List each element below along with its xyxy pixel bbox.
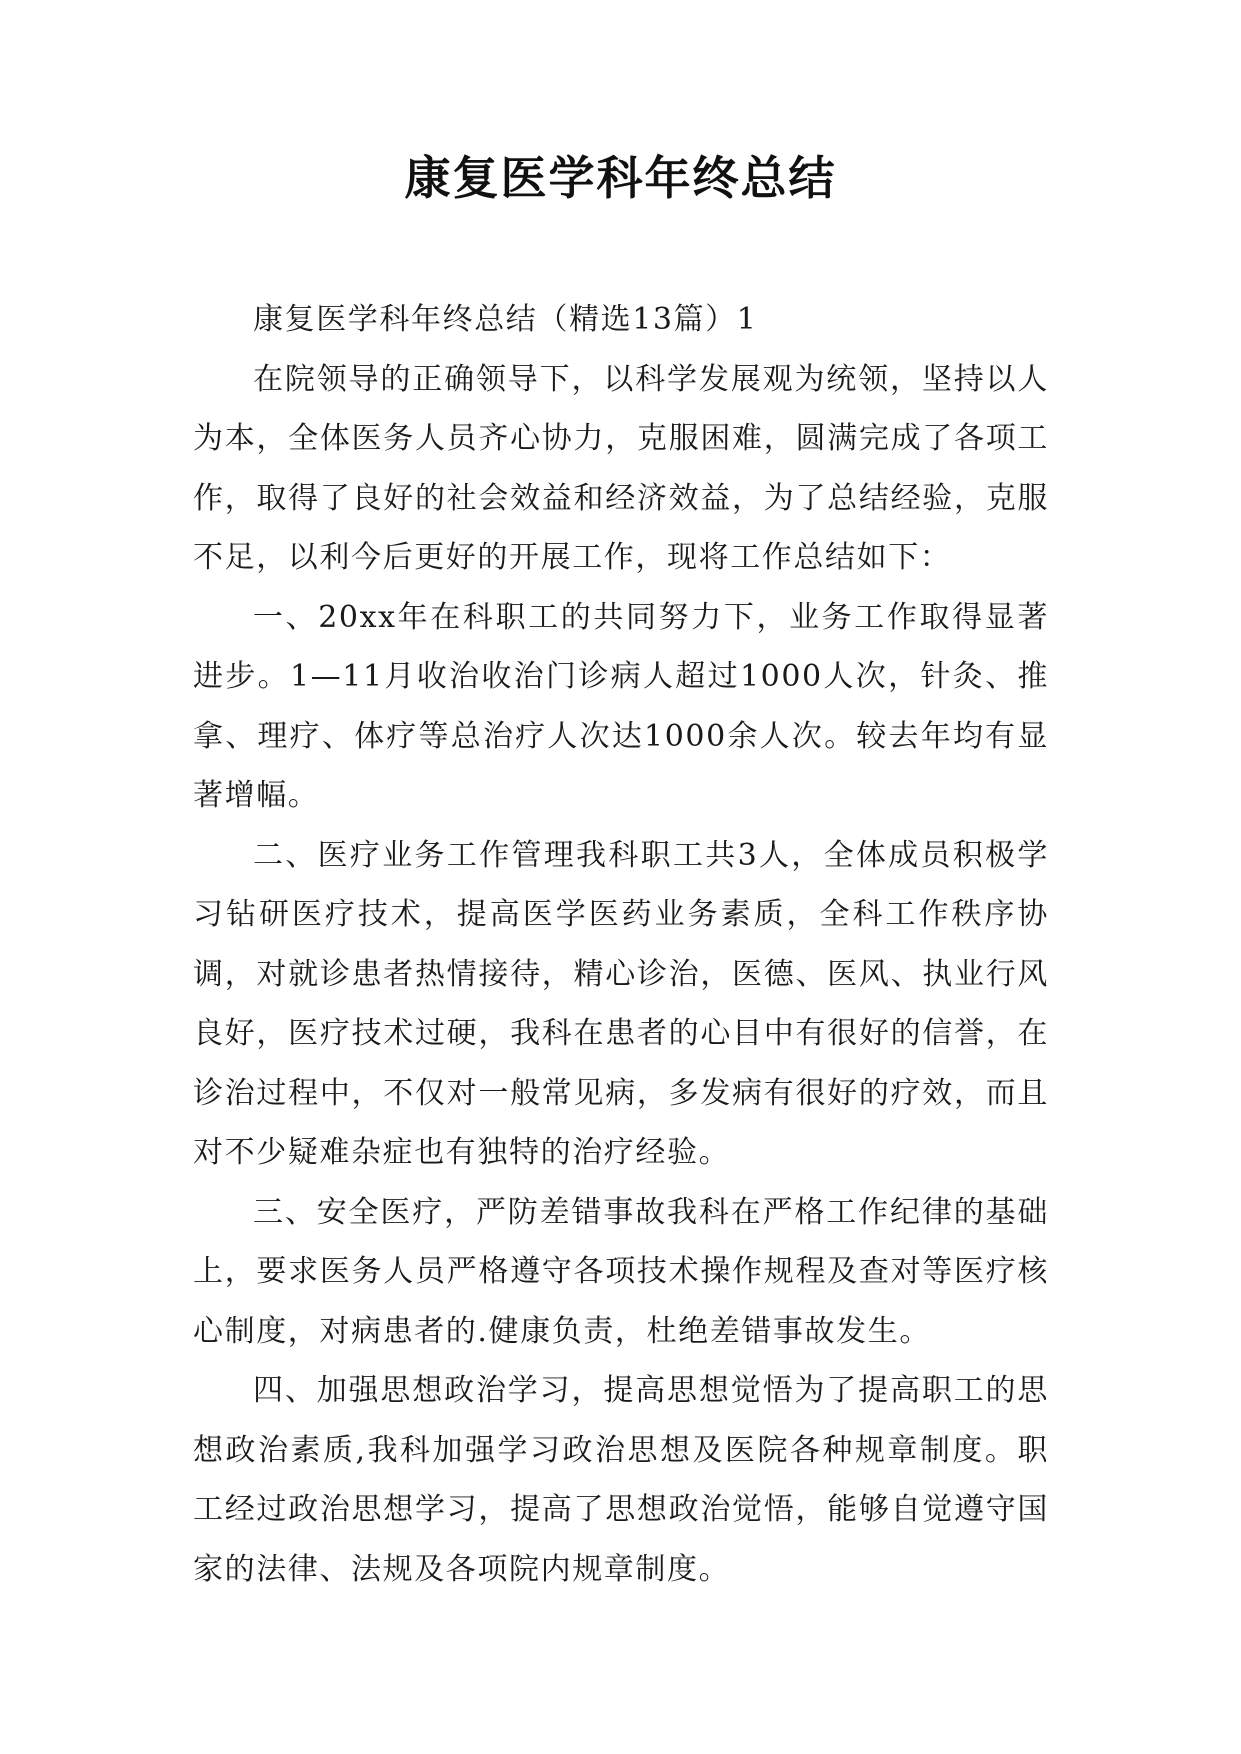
paragraph-section-3: 三、安全医疗，严防差错事故我科在严格工作纪律的基础上，要求医务人员严格遵守各项技术操作规程及查对等医疗核心制度，对病患者的.健康负责，杜绝差错事故发生。 [193, 1194, 1049, 1349]
paragraph-section-1: 一、20xx年在科职工的共同努力下，业务工作取得显著进步。1—11月收治收治门诊病人超过1000人次，针灸、推拿、理疗、体疗等总治疗人次达1000余人次。较去年均有显著增幅。 [193, 599, 1049, 813]
document-title: 康复医学科年终总结 [404, 151, 837, 205]
document-body [193, 290, 1049, 1599]
paragraph-section-4: 四、加强思想政治学习，提高思想觉悟为了提高职工的思想政治素质,我科加强学习政治思想及医院各种规章制度。职工经过政治思想学习，提高了思想政治觉悟，能够自觉遵守国家的法律、法规及各项院内规章制度。 [193, 1373, 1049, 1587]
paragraph-subtitle: 康复医学科年终总结（精选13篇）1 [253, 302, 758, 337]
paragraph-section-2: 二、医疗业务工作管理我科职工共3人，全体成员积极学习钻研医疗技术，提高医学医药业务素质，全科工作秩序协调，对就诊患者热情接待，精心诊治，医德、医风、执业行风良好，医疗技术过硬，我科在患者的心目中有很好的信誉，在诊治过程中，不仅对一般常见病，多发病有很好的疗效，而且对不少疑难杂症也有独特的治疗经验。 [193, 837, 1049, 1170]
paragraph-intro: 在院领导的正确领导下，以科学发展观为统领，坚持以人为本，全体医务人员齐心协力，克服困难，圆满完成了各项工作，取得了良好的社会效益和经济效益，为了总结经验，克服不足，以利今后更好的开展工作，现将工作总结如下： [193, 361, 1049, 575]
